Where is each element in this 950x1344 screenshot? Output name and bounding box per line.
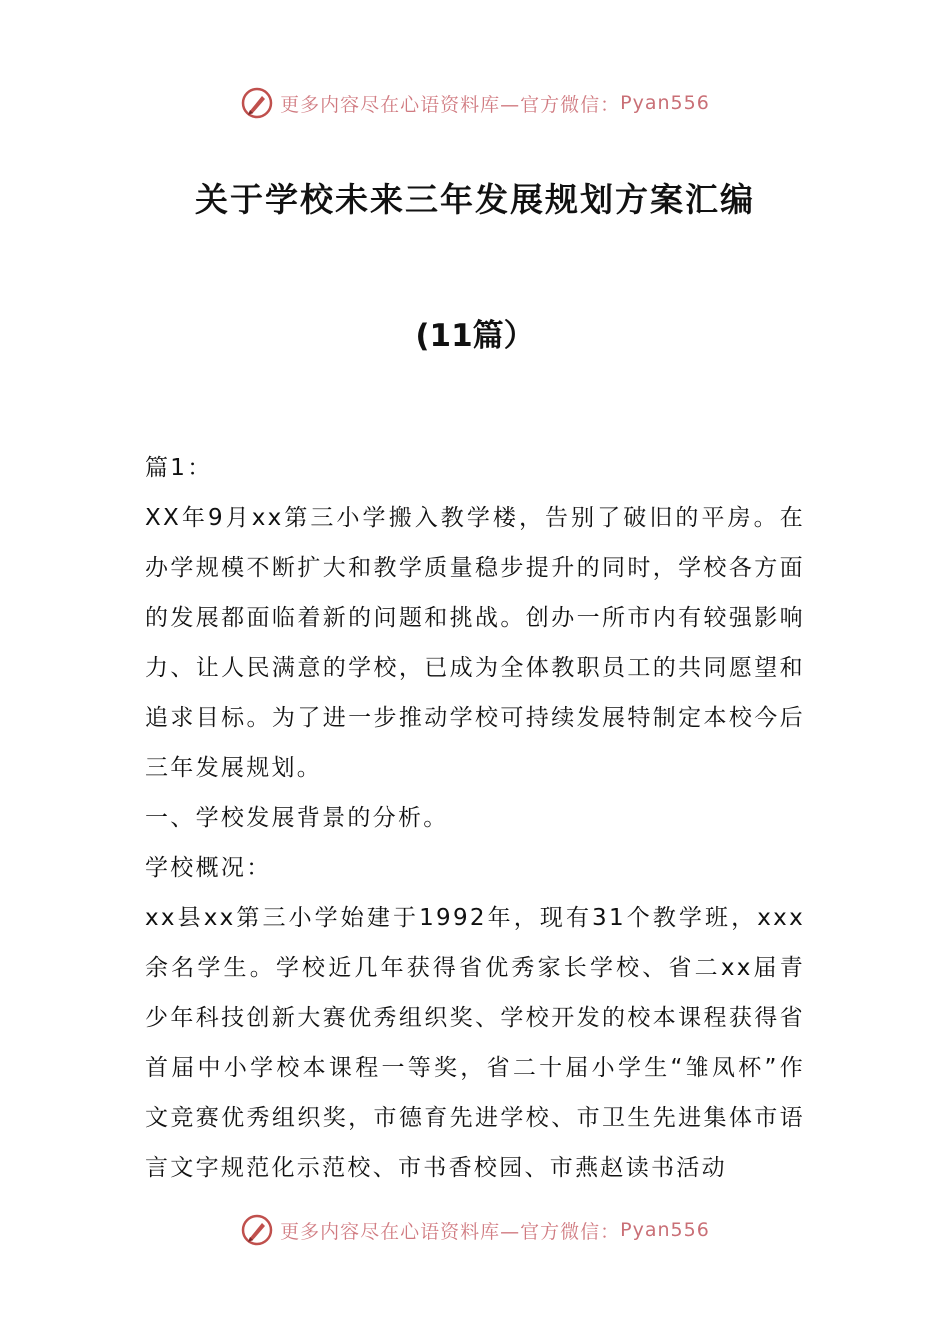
pen-circle-logo-icon [240,1213,274,1247]
watermark-wechat-id: Pyan556 [620,92,710,114]
paragraph: 一、学校发展背景的分析。 [145,805,449,831]
paragraph: XX年9月xx第三小学搬入教学楼，告别了破旧的平房。在办学规模不断扩大和教学质量稳步提升的同时，学校各方面的发展都面临着新的问题和挑战。创办一所市内有较强影响力、让人民满意的学校，已成为全体教职员工的共同愿望和追求目标。为了进一步推动学校可持续发展特制定本校今后三年发展规划。 [145,505,805,781]
watermark-header [0,83,950,123]
watermark-text: 更多内容尽在心语资料库—官方微信： [280,1220,621,1243]
document-title: 关于学校未来三年发展规划方案汇编 [195,180,755,219]
watermark-footer [0,1210,950,1250]
paragraph: 篇1： [145,455,213,481]
watermark-wechat-id: Pyan556 [620,1219,710,1241]
pen-circle-logo-icon [240,86,274,120]
watermark-text: 更多内容尽在心语资料库—官方微信： [280,93,621,116]
document-subtitle: (11篇） [415,318,535,354]
document-body [145,443,805,1193]
paragraph: xx县xx第三小学始建于1992年，现有31个教学班，xxx余名学生。学校近几年获得省优秀家长学校、省二xx届青少年科技创新大赛优秀组织奖、学校开发的校本课程获得省首届中小学校本课程一等奖，省二十届小学生“雏凤杯”作文竞赛优秀组织奖，市德育先进学校、市卫生先进集体市语言文字规范化示范校、市书香校园、市燕赵读书活动 [145,905,805,1181]
paragraph: 学校概况： [145,855,272,881]
